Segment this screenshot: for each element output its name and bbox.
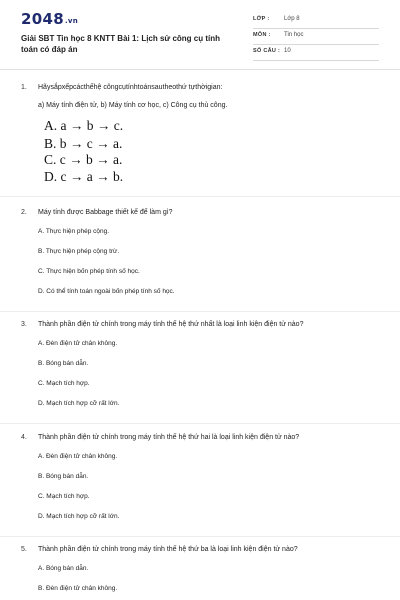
answer-option[interactable]: B. Đèn điện tử chân không. <box>38 585 118 592</box>
answer-option[interactable]: D. Mạch tích hợp cỡ rất lớn. <box>38 513 120 520</box>
meta-row-count <box>253 46 379 61</box>
page-header <box>0 0 400 72</box>
answer-option[interactable]: D. Mạch tích hợp cỡ rất lớn. <box>38 400 120 407</box>
question-separator <box>0 311 400 312</box>
document-title: Giải SBT Tin học 8 KNTT Bài 1: Lịch sử công cụ tính toán có đáp án <box>21 34 220 54</box>
question-text: Hãysắpxếpcácthếhệ côngcụtínhtoánsautheothứ tựthờigian: <box>38 84 223 91</box>
answer-option[interactable]: D. c → a → b. <box>44 169 124 184</box>
answer-option[interactable]: C. c → b → a. <box>44 152 123 167</box>
answer-option[interactable]: B. b → c → a. <box>44 136 123 151</box>
question-number: 3. <box>21 321 27 328</box>
answer-option[interactable]: A. Đèn điện tử chân không. <box>38 340 118 347</box>
answer-option[interactable]: A. Thực hiện phép cộng. <box>38 228 110 235</box>
question-subtext: a) Máy tính điện tử, b) Máy tính cơ học, c) Công cụ thủ công. <box>38 102 228 109</box>
question-text: Máy tính được Babbage thiết kế để làm gì? <box>38 209 173 216</box>
question-text: Thành phần điện tử chính trong máy tính thế hệ thứ hai là loại linh kiện điện tử nào? <box>38 434 300 441</box>
question-separator <box>0 423 400 424</box>
question-number: 1. <box>21 84 27 91</box>
question-separator <box>0 196 400 197</box>
meta-value-subject: Tin học <box>284 32 304 38</box>
answer-option[interactable]: C. Mạch tích hợp. <box>38 380 90 387</box>
site-logo[interactable] <box>21 10 78 28</box>
answer-option[interactable]: B. Bóng bán dẫn. <box>38 473 89 480</box>
meta-key-grade: LỚP : <box>253 16 270 22</box>
answer-option[interactable]: A. a → b → c. <box>44 118 124 133</box>
question-number: 2. <box>21 209 27 216</box>
meta-row-grade <box>253 14 379 29</box>
answer-option[interactable]: C. Thực hiện bốn phép tính số học. <box>38 268 140 275</box>
question-number: 4. <box>21 434 27 441</box>
answer-option[interactable]: B. Thực hiện phép cộng trừ. <box>38 248 120 255</box>
meta-key-subject: MÔN : <box>253 32 271 38</box>
answer-option[interactable]: A. Đèn điện tử chân không. <box>38 453 118 460</box>
logo-text: 2048 <box>21 10 64 28</box>
question-separator <box>0 536 400 537</box>
question-text: Thành phần điện tử chính trong máy tính thế hệ thứ ba là loại linh kiện điện tử nào? <box>38 546 298 553</box>
meta-value-grade: Lớp 8 <box>284 16 300 22</box>
answer-option[interactable]: B. Bóng bán dẫn. <box>38 360 89 367</box>
question-number: 5. <box>21 546 27 553</box>
answer-option[interactable]: C. Mạch tích hợp. <box>38 493 90 500</box>
header-divider <box>0 69 400 70</box>
question-text: Thành phần điện tử chính trong máy tính thế hệ thứ nhất là loại linh kiện điện tử nào? <box>38 321 304 328</box>
answer-option[interactable]: A. Bóng bán dẫn. <box>38 565 89 572</box>
meta-value-count: 10 <box>284 48 291 54</box>
meta-row-subject <box>253 30 379 45</box>
logo-suffix: .vn <box>64 17 79 25</box>
meta-key-count: SỐ CÂU : <box>253 48 281 54</box>
answer-option[interactable]: D. Có thể tính toán ngoài bốn phép tính số học. <box>38 288 175 295</box>
